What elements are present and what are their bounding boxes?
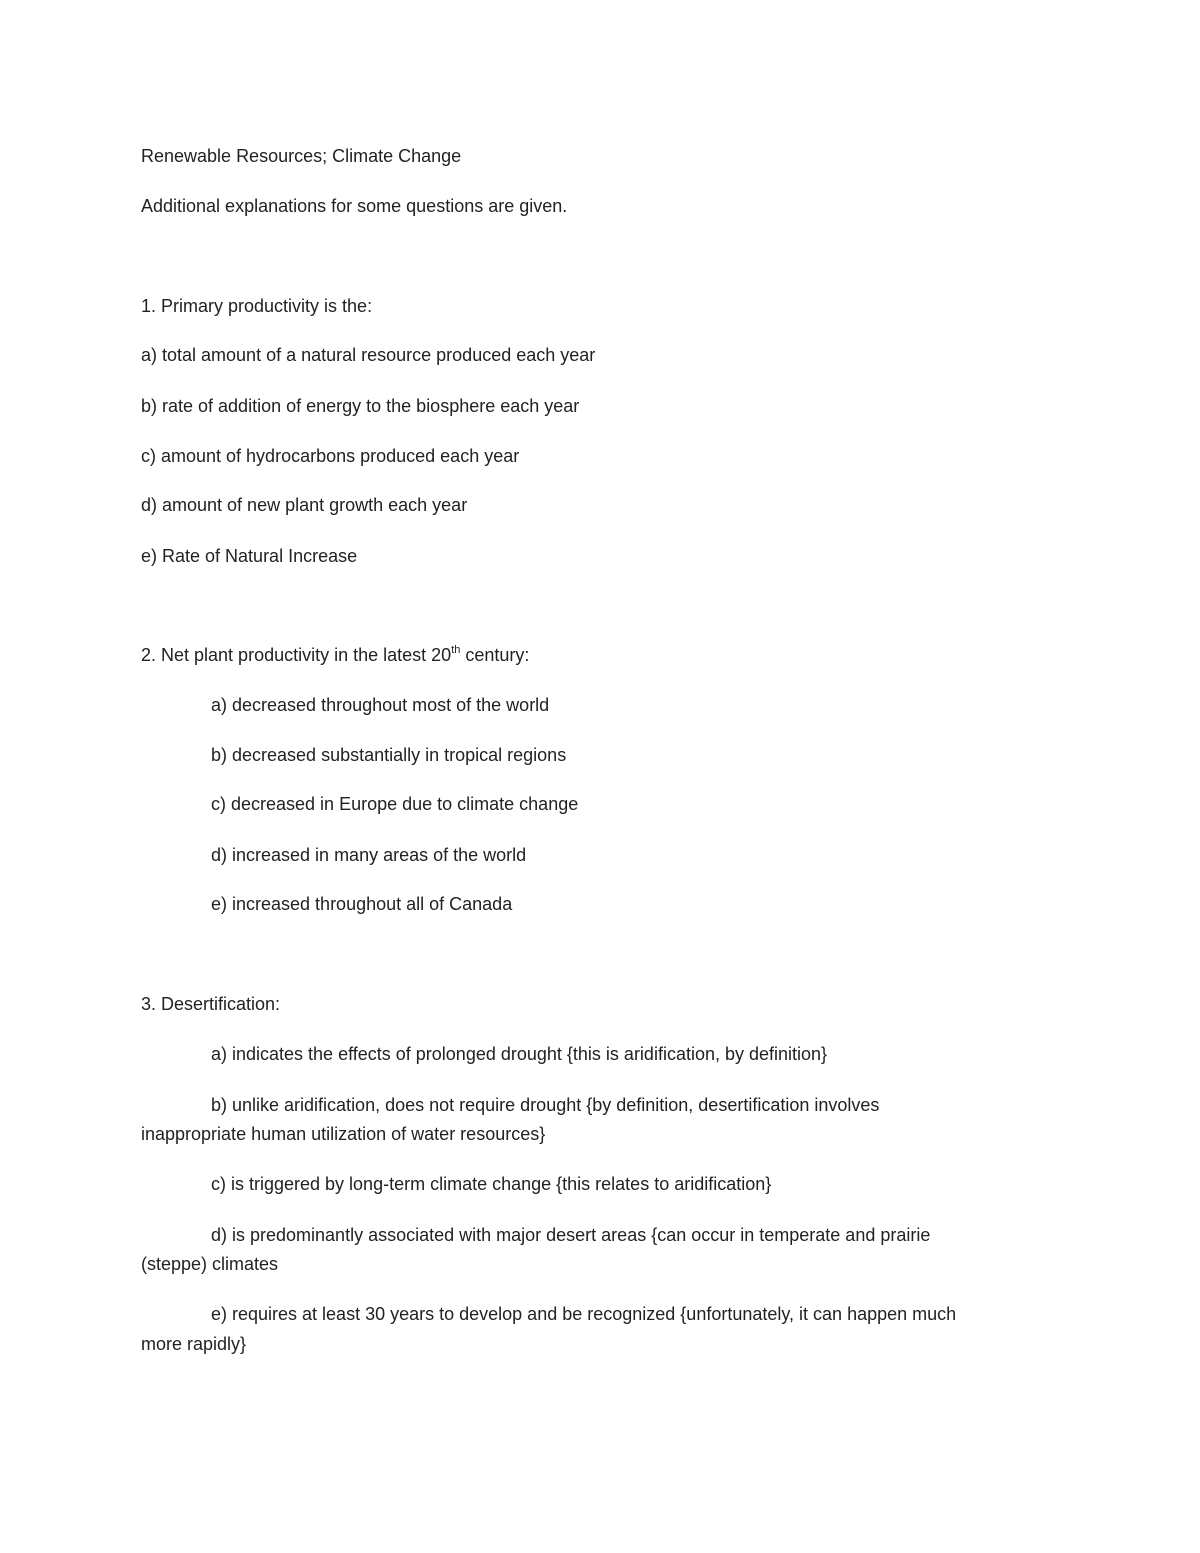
answer-option: c) amount of hydrocarbons produced each year	[141, 446, 520, 466]
document-title: Renewable Resources; Climate Change	[141, 146, 462, 166]
answer-option-continuation: inappropriate human utilization of water resources}	[141, 1124, 546, 1144]
answer-option: e) Rate of Natural Increase	[141, 546, 358, 566]
answer-option: d) is predominantly associated with major desert areas {can occur in temperate and prairie	[211, 1225, 931, 1245]
answer-option: e) requires at least 30 years to develop and be recognized {unfortunately, it can happen much	[211, 1304, 957, 1324]
answer-option: d) increased in many areas of the world	[211, 845, 527, 865]
superscript: th	[451, 644, 461, 656]
document-subtitle: Additional explanations for some questions are given.	[141, 196, 568, 216]
answer-option: c) is triggered by long-term climate change {this relates to aridification}	[211, 1174, 772, 1194]
answer-option: a) indicates the effects of prolonged drought {this is aridification, by definition}	[211, 1044, 828, 1064]
answer-option: a) decreased throughout most of the world	[211, 695, 550, 715]
answer-option: c) decreased in Europe due to climate change	[211, 794, 579, 814]
question-stem: 1. Primary productivity is the:	[141, 296, 373, 316]
question-stem: 3. Desertification:	[141, 994, 281, 1014]
answer-option-continuation: more rapidly}	[141, 1334, 247, 1354]
answer-option: b) decreased substantially in tropical regions	[211, 745, 567, 765]
question-stem-text: 2. Net plant productivity in the latest 20	[141, 645, 452, 665]
answer-option: b) unlike aridification, does not require drought {by definition, desertification involves	[211, 1095, 880, 1115]
answer-option: d) amount of new plant growth each year	[141, 495, 468, 515]
answer-option: a) total amount of a natural resource produced each year	[141, 345, 596, 365]
answer-option-continuation: (steppe) climates	[141, 1254, 279, 1274]
answer-option: e) increased throughout all of Canada	[211, 894, 513, 914]
question-stem-text: century:	[460, 645, 530, 665]
question-stem	[141, 644, 529, 666]
answer-option: b) rate of addition of energy to the biosphere each year	[141, 396, 580, 416]
